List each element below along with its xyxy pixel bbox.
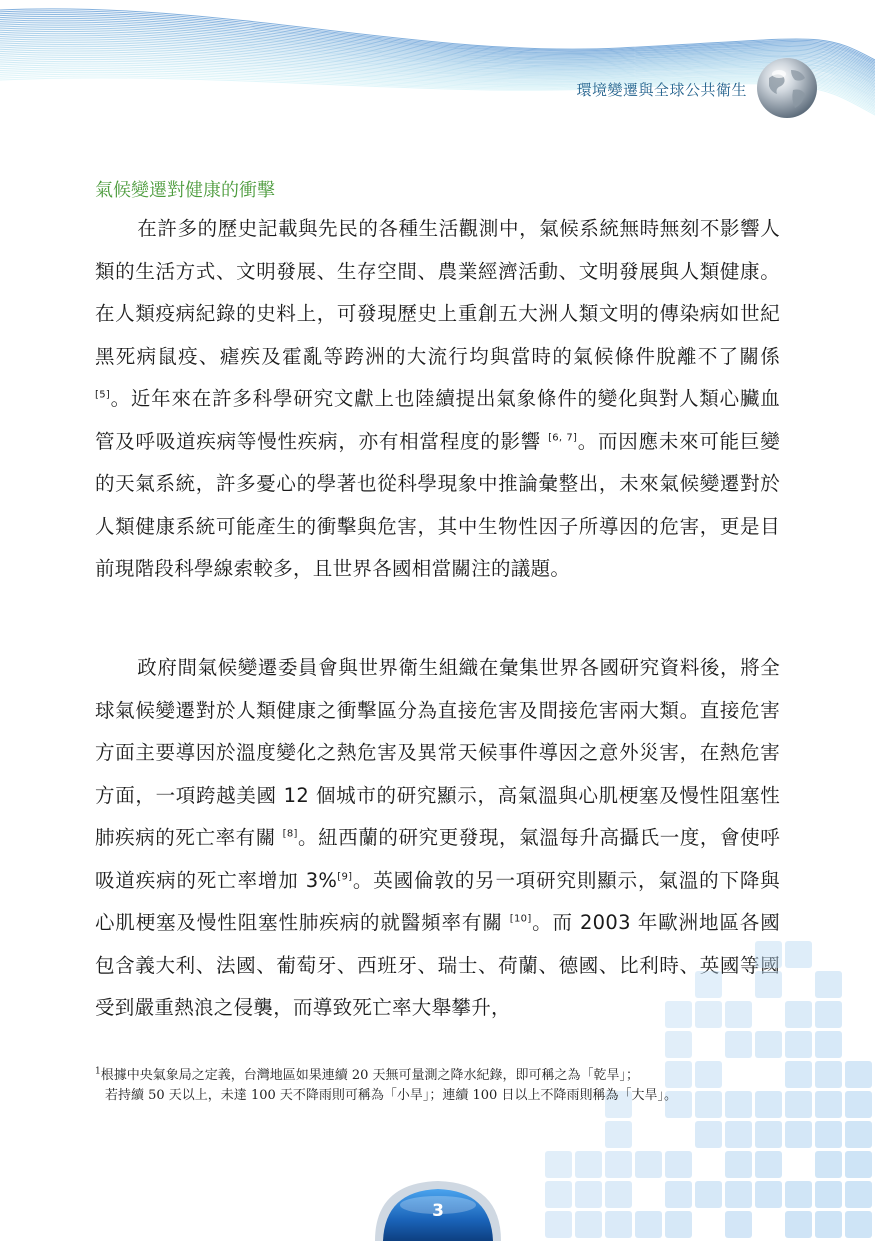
decorative-square	[665, 1211, 692, 1238]
decorative-square	[575, 1211, 602, 1238]
decorative-square	[845, 1121, 872, 1148]
decorative-square	[815, 1181, 842, 1208]
decorative-square	[635, 1151, 662, 1178]
decorative-square	[785, 1181, 812, 1208]
decorative-square	[695, 1181, 722, 1208]
decorative-square	[755, 1181, 782, 1208]
page-number: 3	[432, 1201, 444, 1221]
decorative-square	[575, 1181, 602, 1208]
decorative-square	[815, 1031, 842, 1058]
decorative-square	[815, 1001, 842, 1028]
decorative-square	[605, 1121, 632, 1148]
citation-ref: [8]	[282, 828, 298, 840]
decorative-square	[545, 1181, 572, 1208]
decorative-square	[785, 1091, 812, 1118]
para-2-text-c: 。英國倫敦的另一項研究則顯示，氣溫的下降與心肌梗塞及慢性阻塞性肺疾病的就醫頻率有關	[95, 868, 780, 934]
header-wave-decoration	[0, 0, 875, 140]
footnote-line-2: 若持續 50 天以上，未達 100 天不降雨則可稱為「小旱」；連續 100 日以上不降雨則稱為「大旱」。	[105, 1088, 677, 1103]
decorative-square	[755, 1151, 782, 1178]
decorative-square	[815, 971, 842, 998]
decorative-square	[785, 1001, 812, 1028]
decorative-square	[815, 1121, 842, 1148]
decorative-square	[725, 1151, 752, 1178]
decorative-square	[785, 941, 812, 968]
para-2-text-b: 。紐西蘭的研究更發現，氣溫每升高攝氏一度，會使呼吸道疾病的死亡率增加 3%	[95, 826, 781, 892]
decorative-square	[785, 1121, 812, 1148]
running-header-title: 環境變遷與全球公共衛生	[576, 81, 747, 99]
decorative-square	[815, 1211, 842, 1238]
decorative-square	[815, 1151, 842, 1178]
footnote	[95, 1066, 785, 1106]
citation-ref: [10]	[509, 913, 532, 925]
decorative-square	[575, 1151, 602, 1178]
decorative-square	[755, 1031, 782, 1058]
decorative-square	[755, 1121, 782, 1148]
decorative-square	[815, 1061, 842, 1088]
decorative-square	[665, 1151, 692, 1178]
decorative-square	[815, 1091, 842, 1118]
decorative-square	[695, 1001, 722, 1028]
decorative-square	[605, 1211, 632, 1238]
decorative-square	[725, 1121, 752, 1148]
citation-ref: [9]	[337, 871, 353, 882]
decorative-square	[665, 1031, 692, 1058]
decorative-square	[785, 1211, 812, 1238]
footnote-marker: 1	[95, 1066, 101, 1077]
decorative-square	[545, 1211, 572, 1238]
decorative-square	[665, 1181, 692, 1208]
para-1-text-c: 。而因應未來可能巨變的天氣系統，許多憂心的學著也從科學現象中推論彙整出，未來氣候變遷對於人類健康系統可能產生的衝擊與危害，其中生物性因子所導因的危害，更是目前現階段科學線索較多，且世界各國相當關注的議題。	[95, 429, 780, 580]
para-1-text-a: 在許多的歷史記載與先民的各種生活觀測中，氣候系統無時無刻不影響人類的生活方式、文明發展、生存空間、農業經濟活動、文明發展與人類健康。在人類疫病紀錄的史料上，可發現歷史上重創五大洲人類文明的傳染病如世紀黑死病鼠疫、瘧疾及霍亂等跨洲的大流行均與當時的氣候條件脫離不了關係	[95, 217, 780, 368]
decorative-square	[845, 1181, 872, 1208]
decorative-square	[725, 1001, 752, 1028]
body-paragraph-1	[95, 208, 780, 591]
decorative-square	[755, 941, 782, 968]
section-heading: 氣候變遷對健康的衝擊	[95, 180, 275, 201]
decorative-square	[785, 1031, 812, 1058]
decorative-square	[695, 971, 722, 998]
decorative-square	[635, 1211, 662, 1238]
decorative-square	[545, 1151, 572, 1178]
decorative-square	[725, 1181, 752, 1208]
decorative-square	[755, 971, 782, 998]
decorative-square	[845, 1211, 872, 1238]
decorative-square	[845, 1091, 872, 1118]
decorative-square	[845, 1061, 872, 1088]
citation-ref: [6, 7]	[548, 432, 578, 443]
decorative-square	[665, 1001, 692, 1028]
para-2-text-a: 政府間氣候變遷委員會與世界衛生組織在彙集世界各國研究資料後，將全球氣候變遷對於人類健康之衝擊區分為直接危害及間接危害兩大類。直接危害方面主要導因於溫度變化之熱危害及異常天候事件導因之意外災害，在熱危害方面，一項跨越美國 12 個城市的研究顯示，高氣溫與心肌梗塞及慢性阻塞性肺疾病的死亡率有關	[95, 656, 780, 849]
para-1-text-b: 。近年來在許多科學研究文獻上也陸續提出氣象條件的變化與對人類心臟血管及呼吸道疾病等慢性疾病，亦有相當程度的影響	[95, 387, 780, 453]
para-2-text-d: 。而 2003 年歐洲地區各國包含義大利、法國、葡萄牙、西班牙、瑞士、荷蘭、德國、比利時、英國等國受到嚴重熱浪之侵襲，而導致死亡率大舉攀升，	[95, 911, 780, 1019]
footnote-line-1: 根據中央氣象局之定義，台灣地區如果連續 20 天無可量測之降水紀錄，即可稱之為「乾旱」；	[100, 1068, 640, 1083]
globe-icon	[755, 56, 819, 120]
decorative-square	[785, 1061, 812, 1088]
citation-ref: [5]	[95, 389, 111, 401]
decorative-square	[845, 1151, 872, 1178]
decorative-square	[725, 1211, 752, 1238]
decorative-square	[695, 1121, 722, 1148]
decorative-square	[605, 1151, 632, 1178]
decorative-square	[605, 1181, 632, 1208]
decorative-square	[725, 1031, 752, 1058]
